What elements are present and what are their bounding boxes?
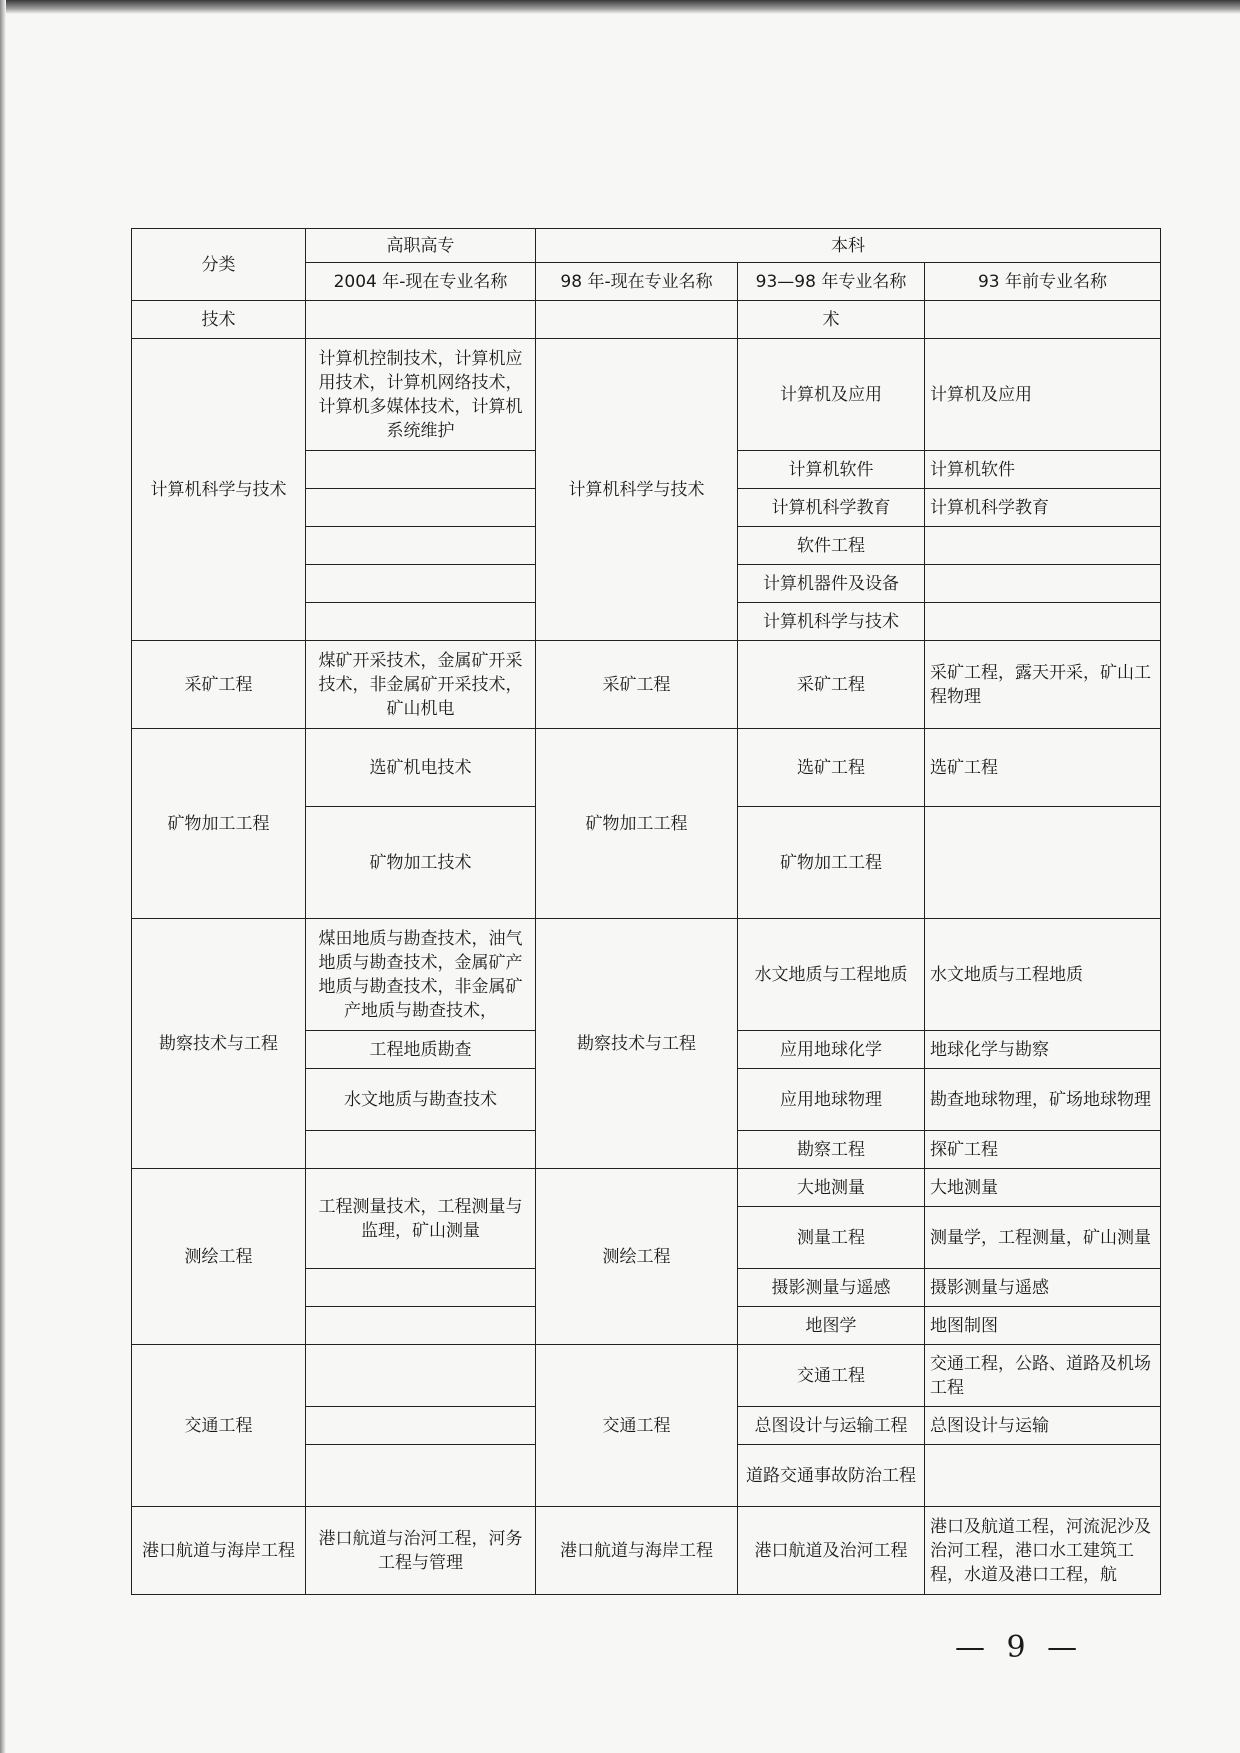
cell-empty bbox=[925, 565, 1161, 603]
cell-category: 技术 bbox=[132, 301, 306, 339]
scan-edge-left bbox=[0, 0, 6, 1753]
cell-empty bbox=[306, 451, 536, 489]
cell-category: 矿物加工工程 bbox=[132, 729, 306, 919]
cell-98: 勘察技术与工程 bbox=[536, 919, 738, 1169]
cell-empty bbox=[306, 1307, 536, 1345]
cell-93-98: 计算机器件及设备 bbox=[738, 565, 925, 603]
cell-empty bbox=[306, 301, 536, 339]
cell-vocational: 工程地质勘查 bbox=[306, 1031, 536, 1069]
cell-empty bbox=[306, 1407, 536, 1445]
header-vocational: 高职高专 bbox=[306, 229, 536, 263]
cell-empty bbox=[925, 603, 1161, 641]
cell-pre93: 计算机软件 bbox=[925, 451, 1161, 489]
cell-pre93: 水文地质与工程地质 bbox=[925, 919, 1161, 1031]
cell-93-98: 计算机科学教育 bbox=[738, 489, 925, 527]
cell-empty bbox=[306, 1345, 536, 1407]
cell-vocational: 计算机控制技术，计算机应用技术，计算机网络技术，计算机多媒体技术，计算机系统维护 bbox=[306, 339, 536, 451]
cell-98: 计算机科学与技术 bbox=[536, 339, 738, 641]
cell-93-98: 交通工程 bbox=[738, 1345, 925, 1407]
header-col-2004: 2004 年-现在专业名称 bbox=[306, 263, 536, 301]
cell-empty bbox=[925, 301, 1161, 339]
cell-pre93: 大地测量 bbox=[925, 1169, 1161, 1207]
header-col-pre93: 93 年前专业名称 bbox=[925, 263, 1161, 301]
cell-93-98: 应用地球物理 bbox=[738, 1069, 925, 1131]
cell-98: 港口航道与海岸工程 bbox=[536, 1507, 738, 1595]
cell-empty bbox=[306, 603, 536, 641]
scan-edge-top bbox=[0, 0, 1240, 14]
cell-pre93: 采矿工程，露天开采，矿山工程物理 bbox=[925, 641, 1161, 729]
cell-pre93: 勘查地球物理，矿场地球物理 bbox=[925, 1069, 1161, 1131]
cell-93-98: 矿物加工工程 bbox=[738, 807, 925, 919]
cell-category: 勘察技术与工程 bbox=[132, 919, 306, 1169]
cell-98: 采矿工程 bbox=[536, 641, 738, 729]
cell-93-98: 选矿工程 bbox=[738, 729, 925, 807]
cell-vocational: 煤田地质与勘查技术，油气地质与勘查技术，金属矿产地质与勘查技术，非金属矿产地质与勘查技术， bbox=[306, 919, 536, 1031]
cell-93-98: 摄影测量与遥感 bbox=[738, 1269, 925, 1307]
cell-empty bbox=[306, 565, 536, 603]
cell-93-98: 大地测量 bbox=[738, 1169, 925, 1207]
cell-pre93: 探矿工程 bbox=[925, 1131, 1161, 1169]
cell-empty bbox=[306, 527, 536, 565]
cell-pre93: 港口及航道工程，河流泥沙及治河工程，港口水工建筑工程，水道及港口工程，航 bbox=[925, 1507, 1161, 1595]
cell-pre93: 计算机及应用 bbox=[925, 339, 1161, 451]
cell-93-98: 道路交通事故防治工程 bbox=[738, 1445, 925, 1507]
cell-pre93: 摄影测量与遥感 bbox=[925, 1269, 1161, 1307]
cell-93-98: 计算机科学与技术 bbox=[738, 603, 925, 641]
cell-93-98: 总图设计与运输工程 bbox=[738, 1407, 925, 1445]
cell-98: 测绘工程 bbox=[536, 1169, 738, 1345]
cell-98: 矿物加工工程 bbox=[536, 729, 738, 919]
cell-empty bbox=[925, 527, 1161, 565]
cell-98: 交通工程 bbox=[536, 1345, 738, 1507]
cell-vocational: 选矿机电技术 bbox=[306, 729, 536, 807]
cell-pre93: 计算机科学教育 bbox=[925, 489, 1161, 527]
cell-93-98: 软件工程 bbox=[738, 527, 925, 565]
cell-93-98: 术 bbox=[738, 301, 925, 339]
cell-pre93: 地图制图 bbox=[925, 1307, 1161, 1345]
cell-category: 计算机科学与技术 bbox=[132, 339, 306, 641]
cell-category: 交通工程 bbox=[132, 1345, 306, 1507]
cell-93-98: 计算机软件 bbox=[738, 451, 925, 489]
cell-93-98: 采矿工程 bbox=[738, 641, 925, 729]
cell-empty bbox=[925, 1445, 1161, 1507]
major-name-table bbox=[131, 228, 1161, 1595]
cell-93-98: 勘察工程 bbox=[738, 1131, 925, 1169]
cell-category: 测绘工程 bbox=[132, 1169, 306, 1345]
cell-empty bbox=[925, 807, 1161, 919]
cell-empty bbox=[306, 1445, 536, 1507]
cell-pre93: 总图设计与运输 bbox=[925, 1407, 1161, 1445]
cell-empty bbox=[306, 1131, 536, 1169]
cell-vocational: 工程测量技术，工程测量与监理，矿山测量 bbox=[306, 1169, 536, 1269]
cell-empty bbox=[536, 301, 738, 339]
header-col-93-98: 93—98 年专业名称 bbox=[738, 263, 925, 301]
cell-empty bbox=[306, 489, 536, 527]
cell-empty bbox=[306, 1269, 536, 1307]
cell-93-98: 应用地球化学 bbox=[738, 1031, 925, 1069]
header-col-98: 98 年-现在专业名称 bbox=[536, 263, 738, 301]
cell-pre93: 选矿工程 bbox=[925, 729, 1161, 807]
header-undergrad: 本科 bbox=[536, 229, 1161, 263]
cell-category: 港口航道与海岸工程 bbox=[132, 1507, 306, 1595]
cell-93-98: 地图学 bbox=[738, 1307, 925, 1345]
cell-vocational: 水文地质与勘查技术 bbox=[306, 1069, 536, 1131]
cell-vocational: 矿物加工技术 bbox=[306, 807, 536, 919]
cell-93-98: 计算机及应用 bbox=[738, 339, 925, 451]
cell-pre93: 交通工程，公路、道路及机场工程 bbox=[925, 1345, 1161, 1407]
cell-93-98: 测量工程 bbox=[738, 1207, 925, 1269]
cell-pre93: 地球化学与勘察 bbox=[925, 1031, 1161, 1069]
cell-vocational: 港口航道与治河工程，河务工程与管理 bbox=[306, 1507, 536, 1595]
cell-pre93: 测量学，工程测量，矿山测量 bbox=[925, 1207, 1161, 1269]
cell-category: 采矿工程 bbox=[132, 641, 306, 729]
cell-93-98: 水文地质与工程地质 bbox=[738, 919, 925, 1031]
page-number: — 9 — bbox=[955, 1630, 1084, 1665]
header-category: 分类 bbox=[132, 229, 306, 301]
cell-93-98: 港口航道及治河工程 bbox=[738, 1507, 925, 1595]
cell-vocational: 煤矿开采技术，金属矿开采技术，非金属矿开采技术，矿山机电 bbox=[306, 641, 536, 729]
